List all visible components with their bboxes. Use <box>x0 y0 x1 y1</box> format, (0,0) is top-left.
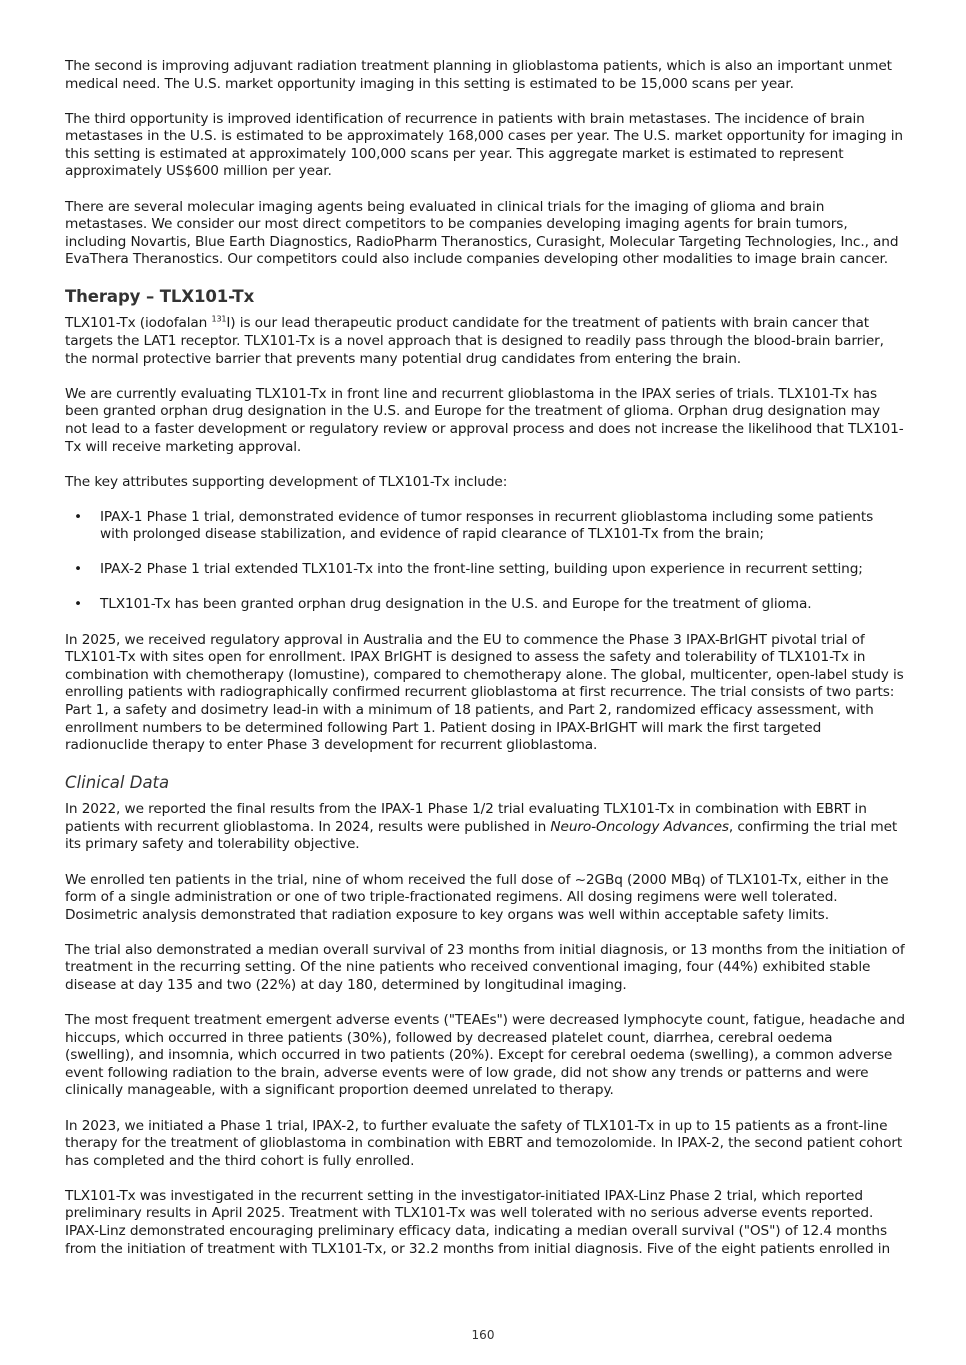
bullet-icon: • <box>74 508 82 525</box>
section-heading-clinical-data: Clinical Data <box>65 773 170 793</box>
ipax1-text-a: In 2022, we reported the final results from the IPAX-1 Phase 1/2 trial evaluating TLX101-Tx in combination with EBRT in patients with recurrent glioblastoma. In 2024, results were published in <box>65 801 867 835</box>
bullet-icon: • <box>74 561 82 578</box>
paragraph-brain-metastases: The third opportunity is improved identification of recurrence in patients with brain metastases. The incidence of brain metastases in the U.S. is estimated to be approximately 168,000 cases per year. The U.S. market opportunity for imaging in this setting is estimated at approximately 100,000 scans per year. This aggregate market is estimated to represent approximately US$600 million per year. <box>65 110 903 180</box>
paragraph-competitors: There are several molecular imaging agents being evaluated in clinical trials for the imaging of glioma and brain metastases. We consider our most direct competitors to be companies developing imaging agents for brain tumors, including Novartis, Blue Earth Diagnostics, RadioPharm Theranostics, Curasight, Molecular Targeting Technologies, Inc., and EvaThera Theranostics. Our competitors could also include companies developing other modalities to image brain cancer. <box>65 198 899 268</box>
paragraph-ipax2: In 2023, we initiated a Phase 1 trial, IPAX-2, to further evaluate the safety of TLX101-Tx in up to 15 patients as a front-line therapy for the treatment of glioblastoma in combination with EBRT and temozolomide. In IPAX-2, the second patient cohort has completed and the third cohort is fully enrolled. <box>65 1117 903 1169</box>
key-attributes-list <box>65 509 905 614</box>
therapy-intro-text-a: TLX101-Tx (iodofalan <box>65 315 212 332</box>
bullet-icon: • <box>74 596 82 613</box>
page-number: 160 <box>471 1328 495 1342</box>
therapy-intro-text-b: I) is our lead therapeutic product candidate for the treatment of patients with brain cancer that targets the LAT1 receptor. TLX101-Tx is a novel approach that is designed to readily pass through the blood-brain barrier, the normal protective barrier that prevents many potential drug candidates from entering the brain. <box>65 315 884 367</box>
section-heading-therapy: Therapy – TLX101-Tx <box>65 287 255 307</box>
ipax1-text-b: , confirming the trial met its primary safety and tolerability objective. <box>65 818 898 853</box>
list-item <box>65 596 905 614</box>
paragraph-therapy-intro <box>65 315 905 368</box>
list-item-text: TLX101-Tx has been granted orphan drug designation in the U.S. and Europe for the treatment of glioma. <box>100 596 812 613</box>
isotope-superscript: 131 <box>211 314 227 324</box>
document-page <box>65 58 905 1276</box>
list-item-text: IPAX-2 Phase 1 trial extended TLX101-Tx into the front-line setting, building upon experience in recurrent setting; <box>100 561 863 578</box>
paragraph-key-attributes: The key attributes supporting development of TLX101-Tx include: <box>65 473 508 490</box>
list-item <box>65 561 905 579</box>
paragraph-ipax-series: We are currently evaluating TLX101-Tx in front line and recurrent glioblastoma in the IPAX series of trials. TLX101-Tx has been granted orphan drug designation in the U.S. and Europe for the treatment of glioma. Orphan drug designation may not lead to a faster development or regulatory review or approval process and does not increase the likelihood that TLX101-Tx will receive marketing approval. <box>65 385 904 455</box>
list-item-text: IPAX-1 Phase 1 trial, demonstrated evidence of tumor responses in recurrent glioblastoma including some patients with prolonged disease stabilization, and evidence of rapid clearance of TLX101-Tx from the brain; <box>100 508 874 543</box>
paragraph-ipax1-results <box>65 801 905 854</box>
paragraph-ipax-linz: TLX101-Tx was investigated in the recurrent setting in the investigator-initiated IPAX-Linz Phase 2 trial, which reported preliminary results in April 2025. Treatment with TLX101-Tx was well tolerated with no serious adverse events reported. IPAX-Linz demonstrated encouraging preliminary efficacy data, indicating a median overall survival ("OS") of 12.4 months from the initiation of treatment with TLX101-Tx, or 32.2 months from initial diagnosis. Five of the eight patients enrolled in <box>65 1187 890 1257</box>
paragraph-enrollment: We enrolled ten patients in the trial, nine of whom received the full dose of ~2GBq (2000 MBq) of TLX101-Tx, either in the form of a single administration or one of two triple-fractionated regimens. All dosing regimens were well tolerated. Dosimetric analysis demonstrated that radiation exposure to key organs was well within acceptable safety limits. <box>65 871 889 923</box>
journal-title: Neuro-Oncology Advances <box>550 818 729 835</box>
paragraph-adverse-events: The most frequent treatment emergent adverse events ("TEAEs") were decreased lymphocyte count, fatigue, headache and hiccups, which occurred in three patients (30%), followed by decreased platelet count, diarrhea, cerebral oedema (swelling), and insomnia, which occurred in two patients (20%). Except for cerebral oedema (swelling), a common adverse event following radiation to the brain, adverse events were of low grade, did not show any trends or patterns and were clinically manageable, with a significant proportion deemed unrelated to therapy. <box>65 1012 905 1099</box>
paragraph-radiation-planning: The second is improving adjuvant radiation treatment planning in glioblastoma patients, which is also an important unmet medical need. The U.S. market opportunity imaging in this setting is estimated to be 15,000 scans per year. <box>65 58 892 92</box>
paragraph-ipax-bright: In 2025, we received regulatory approval in Australia and the EU to commence the Phase 3 IPAX-BrIGHT pivotal trial of TLX101-Tx with sites open for enrollment. IPAX BrIGHT is designed to assess the safety and tolerability of TLX101-Tx in combination with chemotherapy (lomustine), compared to chemotherapy alone. The global, multicenter, open-label study is enrolling patients with radiographically confirmed recurrent glioblastoma at first recurrence. The trial consists of two parts: Part 1, a safety and dosimetry lead-in with a minimum of 18 patients, and Part 2, randomized efficacy assessment, with enrollment numbers to be determined following Part 1. Patient dosing in IPAX-BrIGHT will mark the first targeted radionuclide therapy to enter Phase 3 development for recurrent glioblastoma. <box>65 631 904 754</box>
list-item <box>65 509 905 544</box>
paragraph-survival: The trial also demonstrated a median overall survival of 23 months from initial diagnosis, or 13 months from the initiation of treatment in the recurring setting. Of the nine patients who received conventional imaging, four (44%) exhibited stable disease at day 135 and two (22%) at day 180, determined by longitudinal imaging. <box>65 941 905 993</box>
